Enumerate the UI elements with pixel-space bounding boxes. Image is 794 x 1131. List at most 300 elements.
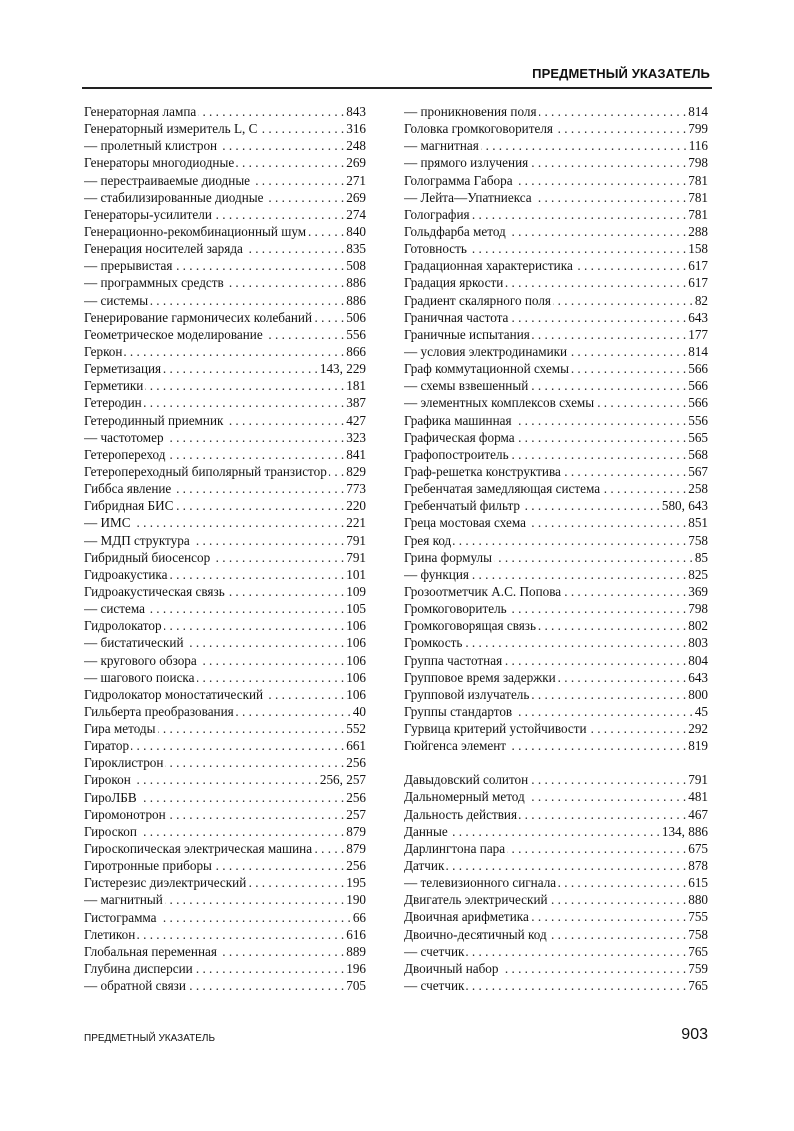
index-term: Гистерезис диэлектрический: [84, 875, 247, 891]
index-term: — элементных комплексов схемы: [404, 395, 595, 411]
dot-leader: [508, 737, 686, 754]
index-entry: [84, 257, 366, 274]
index-term: Гиротронные приборы: [84, 858, 212, 874]
dot-leader: [199, 652, 344, 669]
index-page-ref: 109: [346, 583, 366, 599]
index-entry: [404, 497, 708, 514]
index-term: — схемы взвешенный: [404, 378, 529, 394]
index-entry: [404, 652, 708, 669]
index-term: — функция: [404, 566, 469, 582]
index-term: Гирокон: [84, 772, 131, 788]
index-term: — магнитная: [404, 138, 479, 154]
index-term: Герметизация: [84, 361, 162, 377]
dot-leader: [558, 874, 686, 891]
index-entry: [84, 720, 366, 737]
index-entry: [404, 103, 708, 120]
index-term: Градиент скалярного поля: [404, 292, 551, 308]
index-entry: [404, 309, 708, 326]
index-entry: [404, 703, 708, 720]
dot-leader: [549, 926, 687, 943]
index-entry: [404, 686, 708, 703]
index-term: — стабилизированные диодные: [84, 189, 264, 205]
index-entry: [404, 240, 708, 257]
dot-leader: [507, 840, 686, 857]
dot-leader: [147, 600, 344, 617]
dot-leader: [163, 360, 318, 377]
index-page-ref: 880: [688, 892, 708, 908]
index-term: — прямого излучения: [404, 155, 529, 171]
index-entry: [84, 634, 366, 651]
index-page-ref: 825: [688, 566, 708, 582]
index-page-ref: 292: [688, 721, 708, 737]
index-page-ref: 143, 229: [319, 361, 366, 377]
index-term: — Лейта—Упатниекса: [404, 189, 532, 205]
dot-leader: [133, 514, 345, 531]
index-entry: [84, 943, 366, 960]
index-page-ref: 643: [688, 669, 708, 685]
dot-leader: [517, 429, 687, 446]
dot-leader: [514, 703, 693, 720]
index-term: Голограмма Габора: [404, 172, 513, 188]
dot-leader: [265, 326, 345, 343]
index-page-ref: 866: [346, 343, 366, 359]
index-page-ref: 85: [694, 549, 708, 565]
dot-leader: [481, 137, 687, 154]
index-page-ref: 256: [346, 789, 366, 805]
index-page-ref: 566: [688, 378, 708, 394]
index-term: Данные: [404, 823, 448, 839]
index-page-ref: 791: [688, 772, 708, 788]
index-term: Глобальная переменная: [84, 943, 217, 959]
dot-leader: [530, 771, 686, 788]
index-entry: [84, 137, 366, 154]
dot-leader: [494, 549, 693, 566]
index-term: — система: [84, 601, 145, 617]
index-term: — обратной связи: [84, 978, 186, 994]
dot-leader: [165, 891, 344, 908]
index-term: Гребенчатая замедляющая система: [404, 481, 601, 497]
index-entry: [84, 189, 366, 206]
index-page-ref: 66: [352, 909, 366, 925]
dot-leader: [167, 446, 344, 463]
index-term: Гистограмма: [84, 909, 157, 925]
index-page-ref: 220: [346, 498, 366, 514]
dot-leader: [466, 977, 686, 994]
dot-leader: [198, 103, 344, 120]
index-entry: [404, 172, 708, 189]
dot-leader: [265, 189, 344, 206]
dot-leader: [159, 909, 351, 926]
dot-leader: [508, 223, 686, 240]
index-page-ref: 269: [346, 189, 366, 205]
dot-leader: [168, 806, 345, 823]
dot-leader: [175, 497, 344, 514]
index-entry: [84, 549, 366, 566]
dot-leader: [511, 446, 687, 463]
index-page-ref: 221: [346, 515, 366, 531]
index-entry: [84, 617, 366, 634]
index-page-ref: 843: [346, 104, 366, 119]
index-term: Генерирование гармоничесих колебаний: [84, 309, 313, 325]
index-entry: [84, 120, 366, 137]
index-page-ref: 274: [346, 206, 366, 222]
index-entry: [404, 669, 708, 686]
index-term: Генераторная лампа: [84, 104, 197, 119]
index-entry: [404, 549, 708, 566]
dot-leader: [464, 634, 686, 651]
index-entry: [404, 514, 708, 531]
index-term: Двоичная арифметика: [404, 909, 529, 925]
index-page-ref: 765: [688, 943, 708, 959]
index-entry: [84, 977, 366, 994]
index-term: Гибридный биосенсор: [84, 549, 211, 565]
index-page-ref: 580, 643: [661, 498, 708, 514]
dot-leader: [534, 189, 687, 206]
index-page-ref: 556: [688, 412, 708, 428]
index-term: Графопостроитель: [404, 446, 509, 462]
index-column-right: [404, 103, 708, 994]
index-term: Гетеродин: [84, 395, 142, 411]
dot-leader: [571, 360, 686, 377]
index-term: Гильберта преобразования: [84, 703, 234, 719]
index-entry: [404, 720, 708, 737]
index-entry: [84, 583, 366, 600]
index-page-ref: 851: [688, 515, 708, 531]
dot-leader: [150, 292, 344, 309]
index-term: Готовность: [404, 241, 467, 257]
dot-leader: [139, 789, 345, 806]
index-term: — телевизионного сигнала: [404, 875, 557, 891]
index-entry: [404, 806, 708, 823]
index-page-ref: 288: [688, 223, 708, 239]
index-term: — перестраиваемые диодные: [84, 172, 251, 188]
index-entry: [84, 223, 366, 240]
index-page-ref: 799: [688, 121, 708, 137]
dot-leader: [314, 309, 344, 326]
index-term: Двоично-десятичный код: [404, 926, 547, 942]
index-entry: [84, 874, 366, 891]
index-page-ref: 755: [688, 909, 708, 925]
index-page-ref: 773: [346, 481, 366, 497]
dot-leader: [212, 549, 344, 566]
index-entry: [84, 446, 366, 463]
index-entry: [404, 908, 708, 925]
running-header-title: ПРЕДМЕТНЫЙ УКАЗАТЕЛЬ: [532, 66, 710, 81]
index-page-ref: 427: [346, 412, 366, 428]
index-entry: [84, 309, 366, 326]
index-term: Групповой излучатель: [404, 686, 530, 702]
dot-leader: [602, 480, 686, 497]
index-page-ref: 568: [688, 446, 708, 462]
index-entry: [404, 360, 708, 377]
index-page-ref: 800: [688, 686, 708, 702]
index-term: Двигатель электрический: [404, 892, 548, 908]
index-entry: [404, 532, 708, 549]
dot-leader: [195, 960, 345, 977]
index-term: Глетикон: [84, 926, 136, 942]
index-page-ref: 565: [688, 429, 708, 445]
index-entry: [84, 960, 366, 977]
index-entry: [84, 343, 366, 360]
index-entry: [84, 891, 366, 908]
index-page-ref: 889: [346, 943, 366, 959]
index-term: Генерация носителей заряда: [84, 241, 243, 257]
dot-leader: [471, 566, 686, 583]
index-term: — частотомер: [84, 429, 164, 445]
index-entry: [84, 172, 366, 189]
index-entry: [84, 703, 366, 720]
dot-leader: [186, 634, 345, 651]
dot-leader: [550, 891, 687, 908]
dot-leader: [514, 412, 687, 429]
index-term: Гидроакустика: [84, 566, 168, 582]
index-entry: [404, 840, 708, 857]
index-entry: [404, 257, 708, 274]
index-page-ref: 134, 886: [661, 823, 708, 839]
index-page-ref: 804: [688, 652, 708, 668]
index-term: Гурвица критерий устойчивости: [404, 721, 587, 737]
index-term: Гольдфарба метод: [404, 223, 506, 239]
dot-leader: [169, 566, 344, 583]
index-term: — магнитный: [84, 892, 163, 908]
index-page-ref: 616: [346, 926, 366, 942]
index-term: Гиратор: [84, 738, 130, 754]
index-entry: [404, 206, 708, 223]
dot-leader: [124, 343, 344, 360]
dot-leader: [166, 429, 345, 446]
index-page-ref: 556: [346, 326, 366, 342]
index-page-ref: 886: [346, 275, 366, 291]
index-page-ref: 256: [346, 858, 366, 874]
index-term: Групповое время задержки: [404, 669, 556, 685]
index-entry: [404, 823, 708, 840]
running-footer-title: ПРЕДМЕТНЫЙ УКАЗАТЕЛЬ: [84, 1033, 216, 1044]
index-entry: [404, 463, 708, 480]
dot-leader: [539, 103, 687, 120]
index-page-ref: 567: [688, 463, 708, 479]
index-page-ref: 566: [688, 361, 708, 377]
index-term: Геркон: [84, 343, 123, 359]
index-term: Гироскоп: [84, 823, 137, 839]
index-term: Громкоговоритель: [404, 601, 507, 617]
dot-leader: [575, 257, 686, 274]
index-page-ref: 271: [346, 172, 366, 188]
index-term: Гиромонотрон: [84, 806, 166, 822]
index-page-ref: 840: [346, 223, 366, 239]
index-section-d: [404, 771, 708, 994]
index-page-ref: 106: [346, 635, 366, 651]
index-entry: [84, 840, 366, 857]
dot-leader: [214, 857, 344, 874]
index-entry: [84, 686, 366, 703]
dot-leader: [236, 154, 344, 171]
dot-leader: [453, 532, 686, 549]
index-entry: [404, 600, 708, 617]
dot-leader: [532, 326, 686, 343]
index-page-ref: 879: [346, 823, 366, 839]
dot-leader: [469, 240, 686, 257]
index-term: Гетеропереходный биполярный транзистор: [84, 463, 327, 479]
index-term: — шагового поиска: [84, 669, 195, 685]
index-entry: [84, 600, 366, 617]
dot-leader: [527, 788, 686, 805]
index-page-ref: 323: [346, 429, 366, 445]
index-entry: [84, 669, 366, 686]
dot-leader: [145, 377, 344, 394]
index-entry: [84, 737, 366, 754]
index-page-ref: 886: [346, 292, 366, 308]
index-term: — программных средств: [84, 275, 224, 291]
index-term: — бистатический: [84, 635, 184, 651]
dot-leader: [308, 223, 344, 240]
dot-leader: [214, 206, 344, 223]
dot-leader: [197, 669, 345, 686]
index-entry: [84, 463, 366, 480]
dot-leader: [504, 652, 686, 669]
dot-leader: [314, 840, 344, 857]
index-term: Генераторы многодиодные: [84, 155, 235, 171]
dot-leader: [446, 857, 686, 874]
index-entry: [84, 926, 366, 943]
index-term: Графика машинная: [404, 412, 512, 428]
index-entry: [404, 566, 708, 583]
index-column-left: [84, 103, 366, 994]
index-page-ref: 705: [346, 978, 366, 994]
index-entry: [404, 137, 708, 154]
dot-leader: [219, 943, 344, 960]
index-entry: [404, 977, 708, 994]
index-term: Гетеродинный приемник: [84, 412, 224, 428]
dot-leader: [133, 771, 318, 788]
dot-leader: [219, 137, 344, 154]
dot-leader: [538, 617, 686, 634]
header-rule: [82, 87, 712, 89]
index-entry: [404, 412, 708, 429]
index-term: Гидролокатор моностатический: [84, 686, 264, 702]
index-page-ref: 196: [346, 961, 366, 977]
index-term: Гибридная БИС: [84, 498, 174, 514]
dot-leader: [188, 977, 344, 994]
index-page-ref: 617: [688, 275, 708, 291]
index-term: — счетчик: [404, 943, 465, 959]
index-entry: [84, 206, 366, 223]
index-term: Градация яркости: [404, 275, 504, 291]
dot-leader: [553, 292, 693, 309]
dot-leader: [265, 686, 344, 703]
index-entry: [404, 634, 708, 651]
index-term: — системы: [84, 292, 149, 308]
dot-leader: [589, 720, 687, 737]
index-page-ref: 879: [346, 841, 366, 857]
dot-leader: [501, 960, 687, 977]
index-entry: [84, 326, 366, 343]
index-page-ref: 106: [346, 686, 366, 702]
index-page-ref: 248: [346, 138, 366, 154]
dot-leader: [569, 343, 686, 360]
index-term: Грозоотметчик А.С. Попова: [404, 583, 562, 599]
dot-leader: [472, 206, 687, 223]
dot-leader: [252, 172, 344, 189]
index-entry: [404, 617, 708, 634]
index-page-ref: 781: [688, 206, 708, 222]
index-entry: [84, 429, 366, 446]
index-entry: [84, 240, 366, 257]
index-entry: [404, 223, 708, 240]
index-page-ref: 643: [688, 309, 708, 325]
index-term: Граф-решетка конструктива: [404, 463, 561, 479]
index-page-ref: 814: [688, 104, 708, 119]
index-page-ref: 791: [346, 549, 366, 565]
index-entry: [84, 532, 366, 549]
index-term: Генерационно-рекомбинационный шум: [84, 223, 307, 239]
dot-leader: [509, 600, 687, 617]
index-term: Герметики: [84, 378, 144, 394]
index-entry: [84, 360, 366, 377]
index-entry: [404, 891, 708, 908]
index-entry: [84, 771, 366, 788]
index-entry: [84, 497, 366, 514]
dot-leader: [450, 823, 660, 840]
index-page-ref: 835: [346, 241, 366, 257]
index-entry: [404, 583, 708, 600]
dot-leader: [227, 583, 345, 600]
dot-leader: [563, 463, 686, 480]
index-entry: [404, 429, 708, 446]
index-entry: [84, 857, 366, 874]
index-page-ref: 617: [688, 258, 708, 274]
index-page-ref: 506: [346, 309, 366, 325]
index-entry: [84, 514, 366, 531]
index-page-ref: 798: [688, 601, 708, 617]
index-term: Громкость: [404, 635, 463, 651]
index-term: Группа частотная: [404, 652, 503, 668]
dot-leader: [137, 926, 344, 943]
index-term: Граничные испытания: [404, 326, 530, 342]
index-term: Дарлингтона пара: [404, 840, 506, 856]
index-term: — прерывистая: [84, 258, 173, 274]
dot-leader: [192, 532, 345, 549]
index-term: Головка громкоговорителя: [404, 121, 553, 137]
index-entry: [404, 292, 708, 309]
index-term: Греца мостовая схема: [404, 515, 526, 531]
dot-leader: [515, 172, 687, 189]
index-page-ref: 387: [346, 395, 366, 411]
index-entry: [404, 737, 708, 754]
dot-leader: [528, 514, 686, 531]
index-page-ref: 841: [346, 446, 366, 462]
index-entry: [84, 806, 366, 823]
index-entry: [84, 274, 366, 291]
index-page-ref: 106: [346, 652, 366, 668]
index-term: Гиббса явление: [84, 481, 172, 497]
index-page-ref: 814: [688, 343, 708, 359]
index-entry: [404, 926, 708, 943]
index-page-ref: 615: [688, 875, 708, 891]
index-term: Графическая форма: [404, 429, 515, 445]
dot-leader: [165, 754, 344, 771]
index-term: Гироклистрон: [84, 755, 164, 771]
index-term: Давыдовский солитон: [404, 772, 529, 788]
index-term: Дальность действия: [404, 806, 518, 822]
index-entry: [404, 377, 708, 394]
index-page-ref: 116: [688, 138, 708, 154]
index-term: Генераторный измеритель L, C: [84, 121, 258, 137]
index-entry: [404, 343, 708, 360]
index-term: Гироскопическая электрическая машина: [84, 841, 313, 857]
index-entry: [404, 154, 708, 171]
index-term: ГироЛБВ: [84, 789, 137, 805]
dot-leader: [248, 874, 344, 891]
